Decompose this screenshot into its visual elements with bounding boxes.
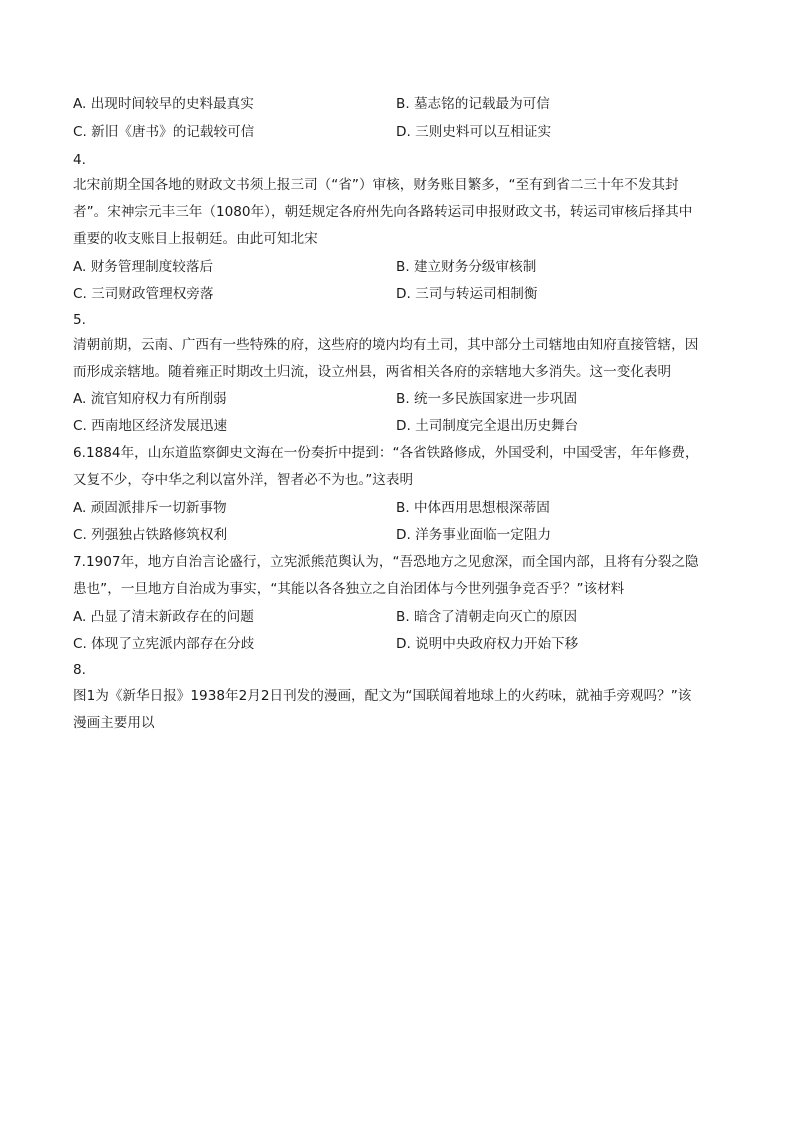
q5-option-d: D. 土司制度完全退出历史舞台 [396,418,579,434]
q6-stem-line-2: 又复不少，夺中华之利以富外洋，智者必不为也。”这表明 [73,472,414,488]
q5-stem-line-2: 而形成亲辖地。随着雍正时期改土归流，设立州县，两省相关各府的亲辖地大多消失。这一变化表明 [73,364,672,380]
q4-option-a: A. 财务管理制度较落后 [73,259,214,275]
q4-number: 4. [73,152,86,168]
q5-option-c: C. 西南地区经济发展迅速 [73,418,228,434]
q5-number: 5. [73,312,86,328]
q7-option-b: B. 暗含了清朝走向灭亡的原因 [396,609,578,625]
q4-option-b: B. 建立财务分级审核制 [396,259,537,275]
q7-option-d: D. 说明中央政府权力开始下移 [396,636,579,652]
q8-stem-line-2: 漫画主要用以 [73,715,155,731]
q6-option-b: B. 中体西用思想根深蒂固 [396,500,550,516]
q4-stem-line-3: 重要的收支账目上报朝廷。由此可知北宋 [73,231,318,247]
q7-stem-line-1: 7.1907年，地方自治言论盛行，立宪派熊范舆认为，“吾恐地方之见愈深，而全国内部，且将有分裂之隐 [73,554,699,570]
q4-stem-line-2: 者”。宋神宗元丰三年（1080年），朝廷规定各府州先向各路转运司申报财政文书，转运司审核后择其中 [73,204,693,220]
q4-option-c: C. 三司财政管理权旁落 [73,286,214,302]
q7-option-c: C. 体现了立宪派内部存在分歧 [73,636,255,652]
q7-option-a: A. 凸显了清末新政存在的问题 [73,609,254,625]
q3-option-a: A. 出现时间较早的史料最真实 [73,96,254,112]
q6-option-d: D. 洋务事业面临一定阻力 [396,527,552,543]
q7-stem-line-2: 患也”，一旦地方自治成为事实，“其能以各各独立之自治团体与今世列强争竞否乎？”该材料 [73,581,625,597]
q4-option-d: D. 三司与转运司相制衡 [396,286,538,302]
q3-option-d: D. 三则史料可以互相证实 [396,124,552,140]
q6-stem-line-1: 6.1884年，山东道监察御史文海在一份奏折中提到：“各省铁路修成，外国受利，中国受害，年年修费， [73,445,699,461]
q5-option-a: A. 流官知府权力有所削弱 [73,391,227,407]
q3-option-b: B. 墓志铭的记载最为可信 [396,96,550,112]
q6-option-c: C. 列强独占铁路修筑权利 [73,527,228,543]
q8-stem-line-1: 图1为《新华日报》1938年2月2日刊发的漫画，配文为“国联闻着地球上的火药味，就袖手旁观吗？”该 [73,688,692,704]
q3-option-c: C. 新旧《唐书》的记载较可信 [73,124,255,140]
q5-option-b: B. 统一多民族国家进一步巩固 [396,391,578,407]
q4-stem-line-1: 北宋前期全国各地的财政文书须上报三司（“省”）审核，财务账目繁多，“至有到省二三十年不发其封 [73,177,679,193]
q5-stem-line-1: 清朝前期，云南、广西有一些特殊的府，这些府的境内均有土司，其中部分土司辖地由知府直接管辖，因 [73,337,699,353]
q6-option-a: A. 顽固派排斥一切新事物 [73,500,227,516]
q8-number: 8. [73,662,86,678]
